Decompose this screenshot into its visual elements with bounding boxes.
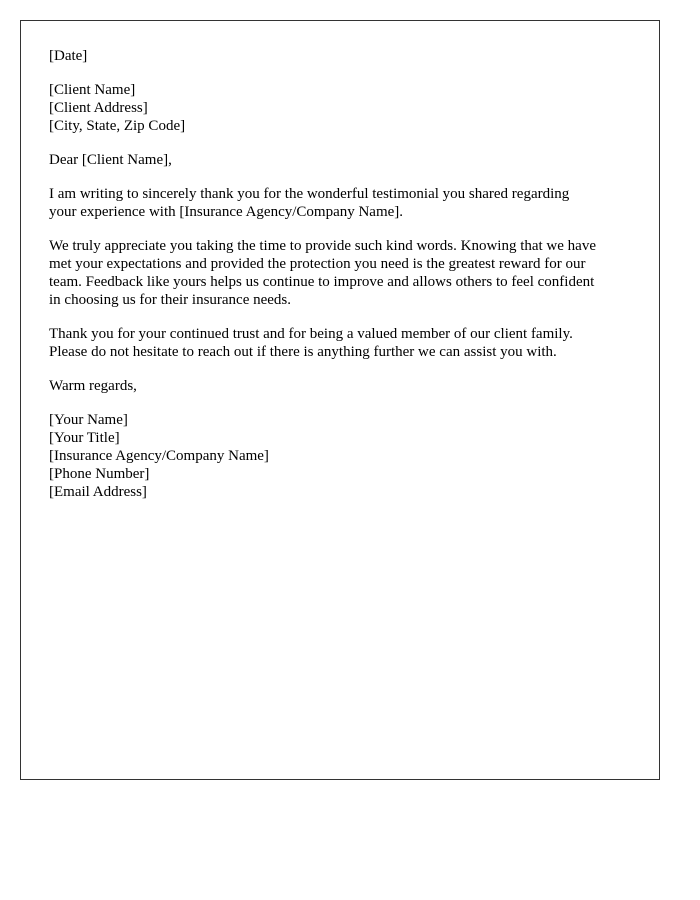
paragraph-line: in choosing us for their insurance needs. xyxy=(49,292,292,308)
letter-body xyxy=(49,47,649,517)
letter-date: [Date] xyxy=(49,48,88,64)
signature-title: [Your Title] xyxy=(49,430,120,446)
recipient-name: [Client Name] xyxy=(49,82,136,98)
signature-company: [Insurance Agency/Company Name] xyxy=(49,448,269,464)
paragraph-line: Please do not hesitate to reach out if there is anything further we can assist you with. xyxy=(49,344,557,360)
recipient-address-block xyxy=(49,81,649,135)
letter-page xyxy=(20,20,660,780)
salutation-block xyxy=(49,151,649,169)
paragraph-thanks xyxy=(49,185,649,221)
paragraph-appreciation xyxy=(49,237,649,309)
paragraph-line: I am writing to sincerely thank you for the wonderful testimonial you shared regarding xyxy=(49,186,570,202)
date-block xyxy=(49,47,649,65)
signature-block xyxy=(49,411,649,501)
paragraph-line: your experience with [Insurance Agency/Company Name]. xyxy=(49,204,404,220)
salutation: Dear [Client Name], xyxy=(49,152,172,168)
paragraph-line: Thank you for your continued trust and for being a valued member of our client family. xyxy=(49,326,573,342)
signature-phone: [Phone Number] xyxy=(49,466,150,482)
paragraph-closing-thanks xyxy=(49,325,649,361)
signature-email: [Email Address] xyxy=(49,484,147,500)
closing-block xyxy=(49,377,649,395)
recipient-city-state-zip: [City, State, Zip Code] xyxy=(49,118,186,134)
paragraph-line: We truly appreciate you taking the time to provide such kind words. Knowing that we have xyxy=(49,238,596,254)
paragraph-line: met your expectations and provided the protection you need is the greatest reward for our xyxy=(49,256,586,272)
closing: Warm regards, xyxy=(49,378,137,394)
paragraph-line: team. Feedback like yours helps us continue to improve and allows others to feel confident xyxy=(49,274,595,290)
signature-name: [Your Name] xyxy=(49,412,128,428)
recipient-address: [Client Address] xyxy=(49,100,148,116)
